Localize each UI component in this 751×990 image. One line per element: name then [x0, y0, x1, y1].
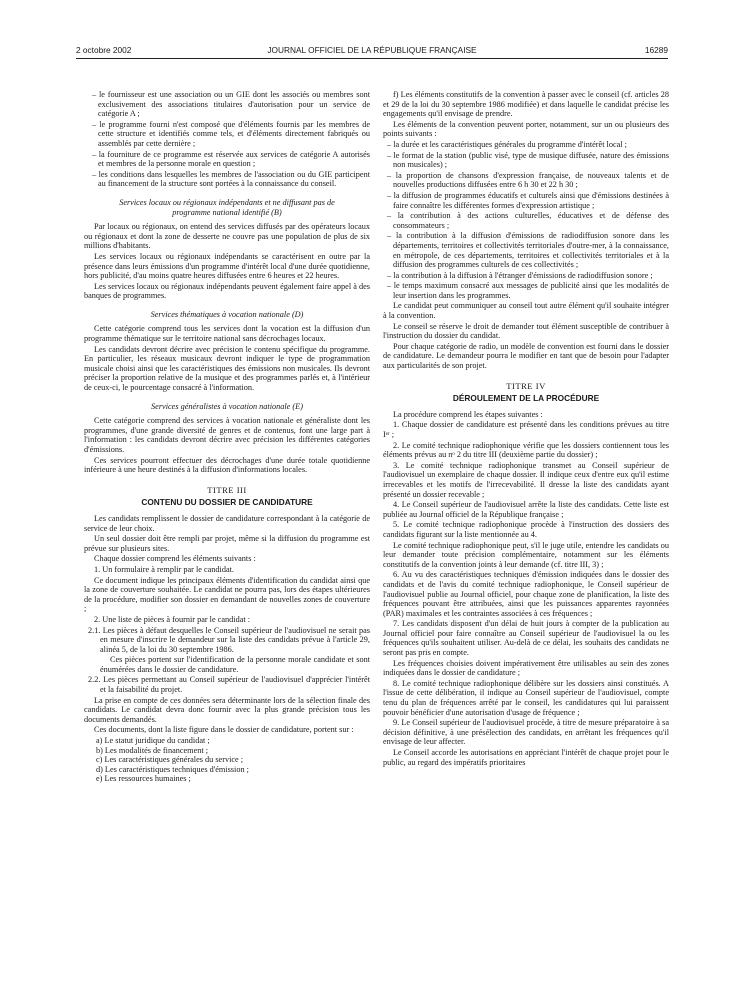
- bullet-item: – le fournisseur est une association ou un GIE dont les associés ou membres sont exclusivement des associations titulaires d'autorisation pour un service de catégorie A ;: [92, 90, 370, 119]
- paragraph: 9. Le Conseil supérieur de l'audiovisuel procède, à titre de mesure préparatoire à sa décision définitive, à une présélection des candidats, en arrêtant les fréquences qu'il envisage de leur affecter.: [383, 718, 669, 747]
- header-date: 2 octobre 2002: [76, 45, 132, 55]
- paragraph: Les services locaux ou régionaux indépendants se caractérisent en outre par la présence dans leurs émissions d'un programme d'intérêt local d'une durée quotidienne, hors publicité, d'au moins quatre heures diffusées entre 6 heures et 22 heures.: [84, 251, 370, 281]
- paragraph: Le comité technique radiophonique peut, s'il le juge utile, entendre les candidats ou leur demander toute précision complémentaire, notamment sur les éléments constitutifs de la convention joints à leur demande (cf. titre III, 3) ;: [383, 540, 669, 569]
- paragraph: Chaque dossier comprend les éléments suivants :: [94, 554, 256, 564]
- paragraph: Les services locaux ou régionaux indépendants peuvent également faire appel à des banques de programmes.: [84, 281, 370, 301]
- paragraph: Les candidats remplissent le dossier de candidature correspondant à la catégorie de service de leur choix.: [84, 513, 370, 533]
- paragraph: Les éléments de la convention peuvent porter, notamment, sur un ou plusieurs des points suivants :: [383, 119, 669, 139]
- bullet-item: – la fourniture de ce programme est réservée aux services de catégorie A autorisés et membres de la personne morale en question ;: [92, 149, 370, 169]
- header-page-number: 16289: [644, 45, 668, 55]
- paragraph: Pour chaque catégorie de radio, un modèle de convention est fourni dans le dossier de candidature. Le demandeur pourra le modifier en tant que de besoin pour l'adapter aux particularités de son projet.: [383, 341, 669, 371]
- lettered-item: e) Les ressources humaines ;: [96, 774, 191, 784]
- lettered-item: c) Les caractéristiques générales du service ;: [96, 755, 244, 765]
- paragraph: 1. Un formulaire à remplir par le candidat.: [94, 564, 234, 574]
- paragraph: f) Les éléments constitutifs de la convention à passer avec le conseil (cf. articles 28 et 29 de la loi du 30 septembre 1986 modifiée) et dans laquelle le candidat précise les engagements qu'il envisage de prendre.: [383, 90, 669, 119]
- paragraph: 1. Chaque dossier de candidature est présenté dans les conditions prévues au titre Iᵉʳ ;: [383, 420, 669, 439]
- numbered-item: 2.1. Les pièces à défaut desquelles le Conseil supérieur de l'audiovisuel ne serait pas en mesure d'inscrire le demandeur sur la liste des candidats prévue à l'article 29, alinéa 5, de la loi du 30 septembre 1986.: [88, 625, 370, 654]
- paragraph: Ces pièces portent sur l'identification de la personne morale candidate et sont énumérées dans le dossier de candidature.: [100, 655, 370, 674]
- paragraph: Le Conseil accorde les autorisations en appréciant l'intérêt de chaque projet pour le public, au regard des impératifs prioritaires: [383, 748, 669, 767]
- bullet-item: – la durée et les caractéristiques générales du programme d'intérêt local ;: [387, 139, 627, 149]
- bullet-item: – la proportion de chansons d'expression française, de nouveaux talents et de nouvelles productions diffusées entre 6 h 30 et 22 h 30 ;: [387, 170, 669, 190]
- titre-iv: TITRE IV: [506, 380, 546, 391]
- paragraph: La procédure comprend les étapes suivantes :: [393, 409, 543, 419]
- left-column: [84, 90, 370, 784]
- titre-iii-heading: CONTENU DU DOSSIER DE CANDIDATURE: [141, 497, 313, 508]
- header-rule: [76, 58, 668, 59]
- page-header: [76, 45, 668, 59]
- paragraph: 2. Une liste de pièces à fournir par le candidat :: [94, 614, 251, 624]
- titre-iii: TITRE III: [207, 484, 247, 495]
- paragraph: Un seul dossier doit être rempli par projet, même si la diffusion du programme est prévue sur plusieurs sites.: [84, 534, 370, 553]
- bullet-item: – la contribution à la diffusion d'émissions de radiodiffusion sonore dans les départements, territoires et collectivités territoriales d'outre-mer, à la connaissance, en métropole, de ces départements, territoires et collectivités territoriales et à la diffusion des programmes culturels de ces collectivités ;: [387, 231, 669, 270]
- numbered-item: 2.2. Les pièces permettant au Conseil supérieur de l'audiovisuel d'apprécier l'intérêt et la faisabilité du projet.: [88, 675, 370, 695]
- bullet-item: – la contribution à des actions culturelles, éducatives et de défense des consommateurs ;: [387, 211, 669, 230]
- paragraph: 2. Le comité technique radiophonique vérifie que les dossiers contiennent tous les éléments prévus au nᵒ 2 du titre III (deuxième partie du dossier) ;: [383, 440, 669, 460]
- section-heading-e: Services généralistes à vocation nationale (E): [151, 401, 303, 411]
- bullet-item: – la diffusion de programmes éducatifs et culturels ainsi que d'émissions destinées à faire connaître les différentes formes d'expression artistique ;: [387, 190, 669, 210]
- paragraph: 5. Le comité technique radiophonique procède à l'instruction des dossiers des candidats figurant sur la liste mentionnée au 4.: [383, 520, 669, 539]
- paragraph: Cette catégorie comprend des services à vocation nationale et généraliste dont les programmes, d'une grande diversité de genres et de contenus, font une large part à l'information : les candidats devront décrire avec précision les différentes catégories d'émissions.: [84, 416, 370, 454]
- paragraph: Le candidat peut communiquer au conseil tout autre élément qu'il souhaite intégrer à la convention.: [383, 301, 669, 321]
- paragraph: 7. Les candidats disposent d'un délai de huit jours à compter de la publication au Journal officiel pour faire connaître au Conseil supérieur de l'audiovisuel la ou les fréquences qu'ils souhaitent utiliser. Au-delà de ce délai, les souhaits des candidats ne seront pas pris en compte.: [383, 619, 669, 658]
- paragraph: Par locaux ou régionaux, on entend des services diffusés par des opérateurs locaux ou régionaux et dont la zone de desserte ne couvre pas une population de plus de six millions d'habitants.: [84, 222, 370, 251]
- lettered-item: d) Les caractéristiques techniques d'émission ;: [96, 764, 249, 774]
- paragraph: 8. Le comité technique radiophonique délibère sur les dossiers ainsi constitués. A l'issue de cette délibération, il indique au Conseil supérieur de l'audiovisuel, compte tenu du plan de fréquences arrêté par le conseil, les candidatures qui lui paraissent pouvoir bénéficier d'une autorisation d'usage de fréquence ;: [383, 678, 669, 717]
- bullet-item: – le temps maximum consacré aux messages de publicité ainsi que les modalités de leur insertion dans les programmes.: [387, 281, 669, 300]
- bullet-item: – le programme fourni n'est composé que d'éléments fournis par les membres de cette structure et identifiés comme tels, et d'éléments directement fabriqués ou assemblés par cette dernière ;: [92, 119, 370, 148]
- bullet-item: – la contribution à la diffusion à l'étranger d'émissions de radiodiffusion sonore ;: [387, 270, 653, 280]
- paragraph: Le conseil se réserve le droit de demander tout élément susceptible de contribuer à l'instruction du dossier du candidat.: [383, 321, 669, 341]
- lettered-item: a) Le statut juridique du candidat ;: [96, 736, 210, 746]
- paragraph: Cette catégorie comprend tous les services dont la vocation est la diffusion d'un programme thématique sur le territoire national sans décrochages locaux.: [84, 324, 370, 344]
- section-heading-b: Services locaux ou régionaux indépendants et ne diffusant pas de programme national identifié (B): [119, 197, 335, 217]
- bullet-item: – les conditions dans lesquelles les membres de l'association ou du GIE participent au financement de la structure sont portées à la connaissance du conseil.: [92, 169, 370, 189]
- header-journal-title: JOURNAL OFFICIEL DE LA RÉPUBLIQUE FRANÇAISE: [267, 45, 477, 55]
- right-column: [383, 90, 669, 768]
- paragraph: 6. Au vu des caractéristiques techniques d'émission indiquées dans le dossier des candidats et de l'avis du comité technique radiophonique, le Conseil supérieur de l'audiovisuel publie au Journal officiel, pour chaque zone de planification, la liste des fréquences pouvant être attribuées, ainsi que les puissances apparentes rayonnées (PAR) maximales et les contraintes associées à ces fréquences ;: [383, 570, 669, 618]
- paragraph: Ces documents, dont la liste figure dans le dossier de candidature, portent sur :: [94, 725, 354, 735]
- paragraph: Les fréquences choisies doivent impérativement être utilisables au sein des zones indiquées dans le dossier de candidature ;: [383, 658, 669, 678]
- lettered-item: b) Les modalités de financement ;: [96, 745, 209, 755]
- bullet-item: – le format de la station (public visé, type de musique diffusée, nature des émissions non musicales) ;: [387, 150, 669, 170]
- paragraph: La prise en compte de ces données sera déterminante lors de la sélection finale des candidats. Le candidat devra donc fournir avec la plus grande précision tous les documents demandés.: [84, 695, 370, 724]
- paragraph: 4. Le Conseil supérieur de l'audiovisuel arrête la liste des candidats. Cette liste est publiée au Journal officiel de la République française ;: [383, 500, 669, 519]
- paragraph: 3. Le comité technique radiophonique transmet au Conseil supérieur de l'audiovisuel un exemplaire de chaque dossier. Il indique ceux d'entre eux qu'il estime irrecevables et les motifs de l'irrecevabilité. Il dresse la liste des candidats ayant présenté un dossier recevable ;: [383, 460, 669, 499]
- section-heading-d: Services thématiques à vocation nationale (D): [150, 309, 304, 319]
- paragraph: Les candidats devront décrire avec précision le contenu spécifique du programme. En particulier, les réseaux musicaux devront indiquer le type de programmation musicale choisi ainsi que les caractéristiques des émissions non musicales. Ils devront préciser la proportion relative de la musique et des programmes parlés et, à l'intérieur de ceux-ci, le pourcentage consacré à l'information.: [84, 344, 370, 393]
- paragraph: Ces services pourront effectuer des décrochages d'une durée totale quotidienne inférieure à une heure destinés à la diffusion d'informations locales.: [84, 455, 370, 475]
- paragraph: Ce document indique les principaux éléments d'identification du candidat ainsi que la zone de couverture souhaitée. Le candidat ne pourra pas, lors des étapes ultérieures de la procédure, modifier son dossier en demandant de nouvelles zones de couverture ;: [84, 575, 370, 614]
- titre-iv-heading: DÉROULEMENT DE LA PROCÉDURE: [452, 393, 600, 404]
